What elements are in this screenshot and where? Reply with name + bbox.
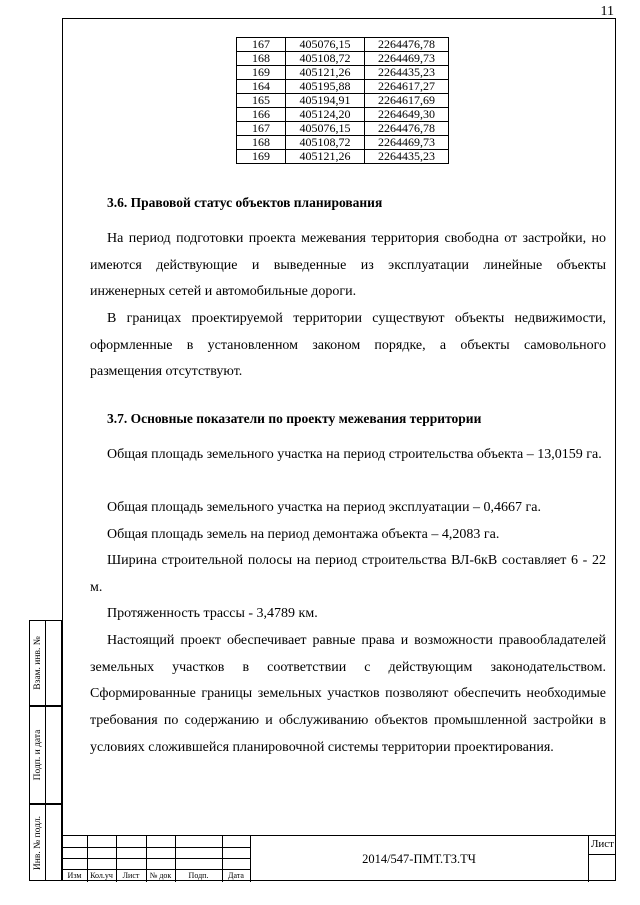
x-coordinate-cell: 405108,72 (286, 136, 365, 150)
side-stamp-signature-date (29, 706, 62, 804)
point-number-cell: 167 (237, 38, 286, 52)
title-block-caption: Лист (122, 871, 140, 880)
table-row (237, 136, 449, 150)
y-coordinate-cell: 2264476,78 (365, 38, 449, 52)
table-row (237, 66, 449, 80)
point-number-cell: 168 (237, 52, 286, 66)
x-coordinate-cell: 405121,26 (286, 150, 365, 164)
paragraph: На период подготовки проекта межевания территория свободна от застройки, но имеются действующие и выведенные из эксплуатации линейные объекты инженерных сетей и автомобильные дороги. (90, 231, 606, 300)
title-block-caption: Кол.уч (90, 871, 113, 880)
point-number-cell: 169 (237, 150, 286, 164)
x-coordinate-cell: 405121,26 (286, 66, 365, 80)
document-code: 2014/547-ПМТ.ТЗ.ТЧ (362, 852, 476, 866)
paragraph: Протяженность трассы - 3,4789 км. (107, 606, 318, 621)
paragraph: Общая площадь земельного участка на период строительства объекта – 13,0159 га. (107, 447, 602, 462)
side-stamp-label: Инв. № подл. (32, 815, 43, 870)
paragraph: Ширина строительной полосы на период строительства ВЛ-6кВ составляет 6 - 22 м. (90, 553, 606, 595)
title-block-caption: Изм (67, 871, 82, 880)
point-number-cell: 168 (237, 136, 286, 150)
paragraph: В границах проектируемой территории существуют объекты недвижимости, оформленные в установленном законом порядке, а объекты самовольного размещения отсутствуют. (90, 311, 606, 380)
title-block-caption: № док (149, 871, 172, 880)
y-coordinate-cell: 2264476,78 (365, 122, 449, 136)
side-stamp-label: Подп. и дата (32, 729, 43, 781)
table-row (237, 108, 449, 122)
table-row (237, 80, 449, 94)
x-coordinate-cell: 405194,91 (286, 94, 365, 108)
paragraph: Настоящий проект обеспечивает равные права и возможности правообладателей земельных участков в соответствии с действующим законодательством. Сформированные границы земельных участков позволяют обеспечить необходимые требования по содержанию и обслуживанию объектов промышленной застройки в условиях сложившейся планировочной системы территории проектирования. (90, 633, 606, 755)
x-coordinate-cell: 405108,72 (286, 52, 365, 66)
point-number-cell: 167 (237, 122, 286, 136)
table-row (237, 94, 449, 108)
sheet-label: Лист (590, 838, 614, 850)
title-block-caption: Подп. (188, 871, 209, 880)
section-heading-legal-status: 3.6. Правовой статус объектов планирования (107, 195, 383, 210)
y-coordinate-cell: 2264649,30 (365, 108, 449, 122)
section-heading-indicators: 3.7. Основные показатели по проекту межевания территории (107, 411, 482, 426)
point-number-cell: 166 (237, 108, 286, 122)
table-row (237, 122, 449, 136)
side-stamp-replaced-inv (29, 620, 62, 706)
side-stamp-inv-original (29, 804, 62, 881)
x-coordinate-cell: 405195,88 (286, 80, 365, 94)
point-number-cell: 169 (237, 66, 286, 80)
x-coordinate-cell: 405076,15 (286, 122, 365, 136)
point-number-cell: 164 (237, 80, 286, 94)
x-coordinate-cell: 405124,20 (286, 108, 365, 122)
y-coordinate-cell: 2264617,27 (365, 80, 449, 94)
page-number: 11 (600, 4, 614, 19)
y-coordinate-cell: 2264469,73 (365, 52, 449, 66)
y-coordinate-cell: 2264617,69 (365, 94, 449, 108)
point-number-cell: 165 (237, 94, 286, 108)
paragraph: Общая площадь земель на период демонтажа объекта – 4,2083 га. (107, 527, 500, 542)
side-stamp-label: Взам. инв. № (32, 636, 43, 690)
y-coordinate-cell: 2264469,73 (365, 136, 449, 150)
coordinates-table (236, 37, 449, 164)
x-coordinate-cell: 405076,15 (286, 38, 365, 52)
paragraph: Общая площадь земельного участка на период эксплуатации – 0,4667 га. (107, 500, 541, 515)
y-coordinate-cell: 2264435,23 (365, 150, 449, 164)
table-row (237, 38, 449, 52)
title-block (62, 835, 616, 882)
title-block-caption: Дата (228, 871, 244, 880)
table-row (237, 52, 449, 66)
y-coordinate-cell: 2264435,23 (365, 66, 449, 80)
table-row (237, 150, 449, 164)
